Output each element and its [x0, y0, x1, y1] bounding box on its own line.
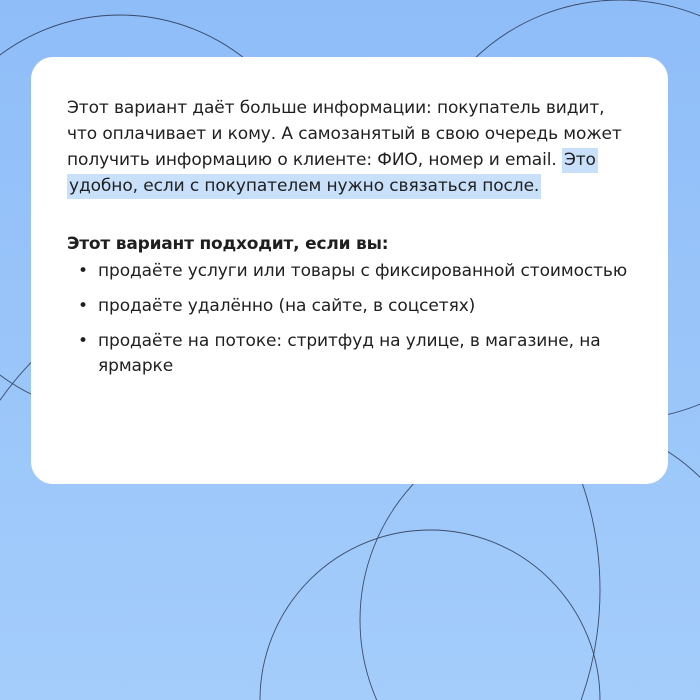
- list-item: [67, 294, 638, 319]
- list-item: [67, 259, 638, 284]
- list-item: [67, 329, 638, 379]
- list-item-text: продаёте удалённо (на сайте, в соцсетях): [98, 296, 476, 316]
- highlighted-text: Это удобно, если с покупателем нужно связаться после.: [67, 148, 598, 199]
- list-item-text: продаёте на потоке: стритфуд на улице, в магазине, на ярмарке: [98, 331, 601, 376]
- intro-paragraph: [67, 95, 638, 199]
- info-card: [31, 57, 668, 484]
- suitability-heading: Этот вариант подходит, если вы:: [67, 234, 389, 254]
- list-item-text: продаёте услуги или товары с фиксированной стоимостью: [98, 261, 628, 281]
- bullet-icon: •: [78, 261, 88, 281]
- suitability-list: [67, 259, 638, 379]
- intro-text: Этот вариант даёт больше информации: покупатель видит, что оплачивает и кому. А самозанятый в свою очередь может получить информацию о клиенте: ФИО, номер и email.: [67, 98, 622, 170]
- bullet-icon: •: [78, 296, 88, 316]
- bullet-icon: •: [78, 331, 88, 351]
